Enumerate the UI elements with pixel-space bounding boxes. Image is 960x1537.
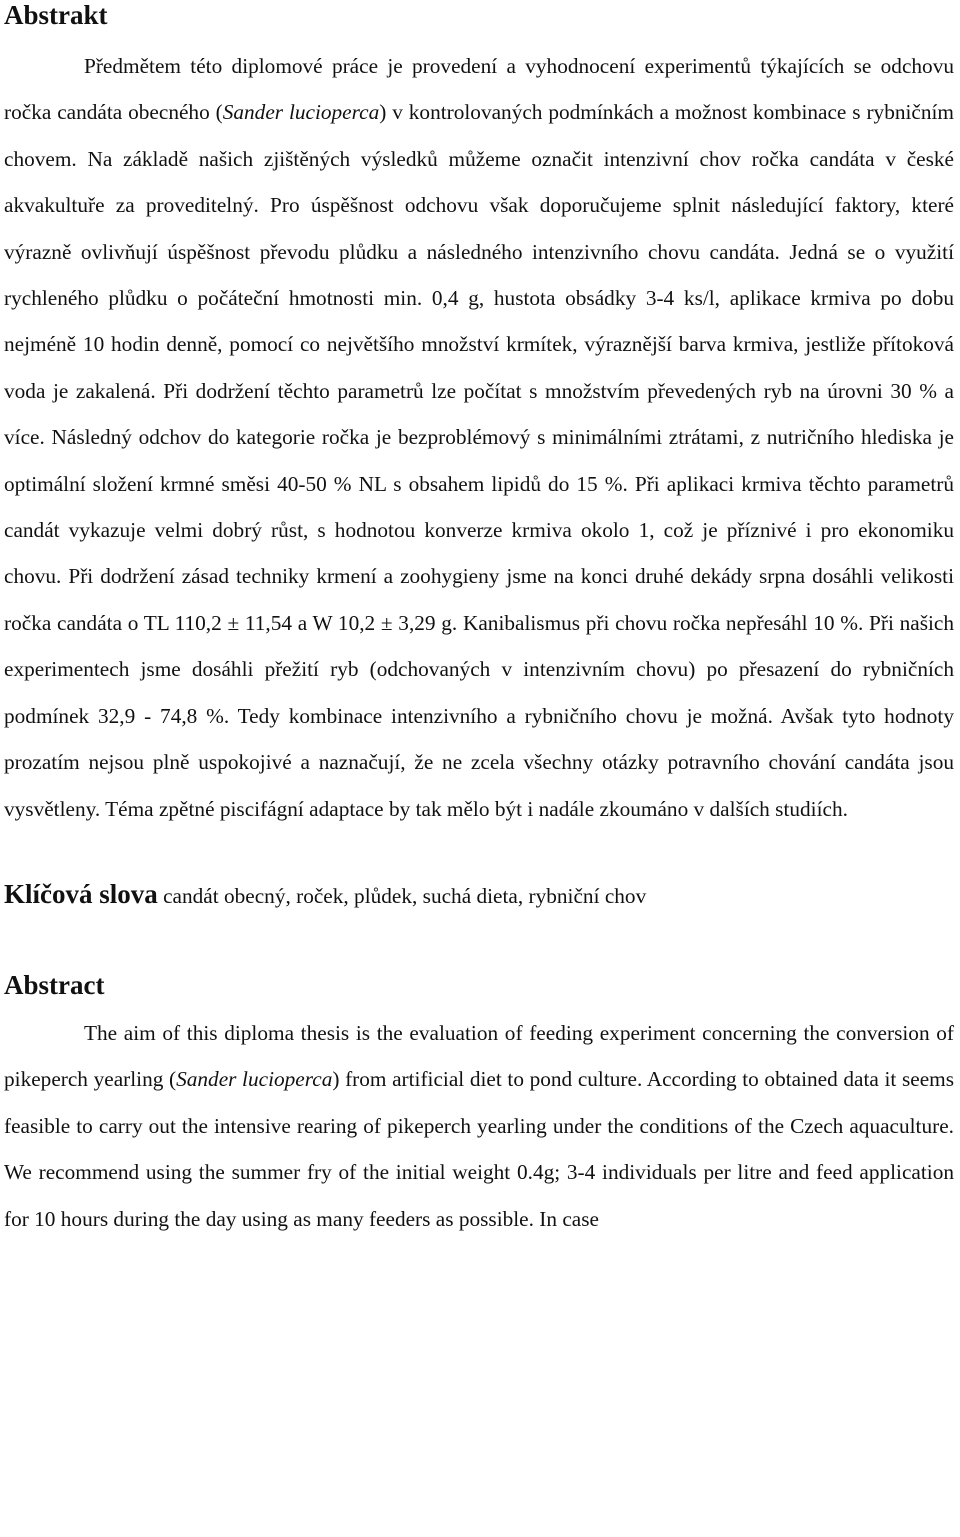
keywords-text: candát obecný, roček, plůdek, suchá dieta, rybniční chov [157, 883, 647, 908]
abstract-heading: Abstract [4, 969, 105, 1000]
keywords-line [4, 870, 954, 918]
abstract-text-rest: ) from artificial diet to pond culture. According to obtained data it seems feasible to carry out the intensive rearing of pikeperch yearling under the conditions of the Czech aquaculture. We recommend using the summer fry of the initial weight 0.4g; 3-4 individuals per litre and feed application for 10 hours during the day using as many feeders as possible. In case [4, 1067, 954, 1231]
species-name-italic: Sander lucioperca [222, 100, 380, 125]
abstrakt-text-rest: ) v kontrolovaných podmínkách a možnost kombinace s rybničním chovem. Na základě našich zjištěných výsledků můžeme označit intenzivní chov ročka candáta v české akvakultuře za proveditelný. Pro úspěšnost odchovu však doporučujeme splnit následující faktory, které výrazně ovlivňují úspěšnost převodu plůdku a následného intenzivního chovu candáta. Jedná se o využití rychleného plůdku o počáteční hmotnosti min. 0,4 g, hustota obsádky 3-4 ks/l, aplikace krmiva po dobu nejméně 10 hodin denně, pomocí co největšího množství krmítek, výraznější barva krmiva, jestliže přítoková voda je zakalená. Při dodržení těchto parametrů lze počítat s množstvím převedených ryb na úrovni 30 % a více. Následný odchov do kategorie ročka je bezproblémový s minimálními ztrátami, z nutričního hlediska je optimální složení krmné směsi 40-50 % NL s obsahem lipidů do 15 %. Při aplikaci krmiva těchto parametrů candát vykazuje velmi dobrý růst, s hodnotou konverze krmiva okolo 1, což je příznivé i pro ekonomiku chovu. Při dodržení zásad techniky krmení a zoohygieny jsme na konci druhé dekády srpna dosáhli velikosti ročka candáta o TL 110,2 ± 11,54 a W 10,2 ± 3,29 g. Kanibalismus při chovu ročka nepřesáhl 10 %. Při našich experimentech jsme dosáhli přežití ryb (odchovaných v intenzivním chovu) po přesazení do rybničních podmínek 32,9 - 74,8 %. Tedy kombinace intenzivního a rybničního chovu je možná. Avšak tyto hodnoty prozatím nejsou plně uspokojivé a naznačují, že ne zcela všechny otázky potravního chování candáta jsou vysvětleny. Téma zpětné piscifágní adaptace by tak mělo být i nadále zkoumáno v dalších studiích. [4, 100, 954, 821]
abstrakt-heading: Abstrakt [4, 0, 108, 30]
keywords-label: Klíčová slova [4, 878, 158, 909]
abstrakt-text-start: Předmětem této diplomové práce je provedení a vyhodnocení experimentů týkajících se odchovu ročka candáta obecného ( [4, 54, 954, 125]
abstrakt-paragraph [4, 43, 954, 832]
abstract-text-start: The aim of this diploma thesis is the evaluation of feeding experiment concerning the conversion of pikeperch yearling ( [4, 1020, 954, 1092]
species-name-italic-en: Sander lucioperca [176, 1067, 333, 1092]
abstract-paragraph [4, 1010, 954, 1242]
